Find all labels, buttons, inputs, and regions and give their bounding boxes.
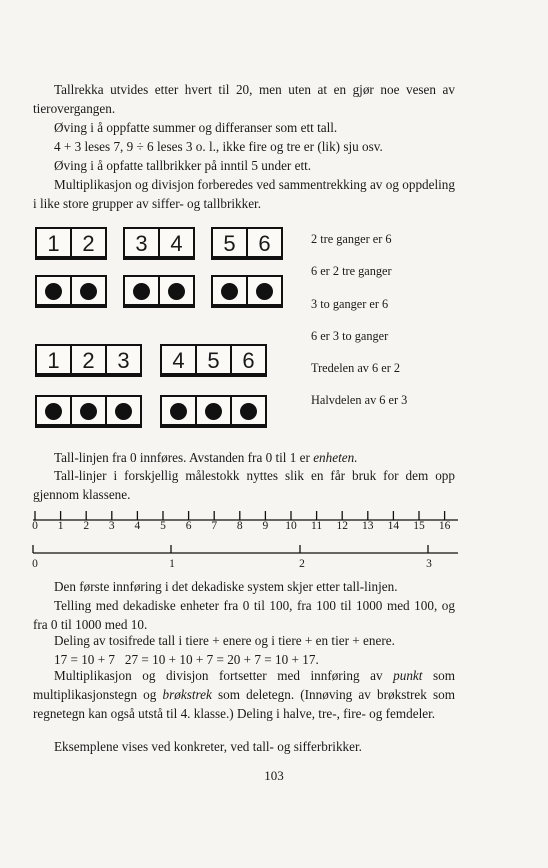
dot-icon: [80, 283, 97, 300]
dot-icon: [133, 283, 150, 300]
digit-cell: 2: [72, 346, 107, 375]
dot-cell: [232, 397, 265, 426]
lower-paragraph-6: Eksemplene vises ved konkreter, ved tall- og sifferbrikker.: [54, 739, 362, 754]
side-label: Halvdelen av 6 er 3: [311, 393, 408, 407]
side-label: 2 tre ganger er 6: [311, 232, 392, 246]
tick-label: 11: [311, 520, 323, 532]
dot-cell: [37, 397, 72, 426]
side-label: 6 er 2 tre ganger: [311, 264, 392, 278]
paragraph-3: 4 + 3 leses 7, 9 ÷ 6 leses 3 o. l., ikke fire og tre er (lik) sju osv.: [54, 139, 383, 154]
tick-label: 12: [336, 520, 348, 532]
digit-cell: 2: [82, 230, 95, 256]
digit-brick-4-5-6: [160, 344, 267, 377]
text-run: som multiplikasjonstegn og: [33, 668, 456, 702]
dot-cell: [72, 397, 107, 426]
paragraph-2: Øving i å oppfatte summer og differanser som ett tall.: [54, 120, 338, 135]
tick-label: 1: [57, 520, 64, 532]
tick-label: 8: [236, 520, 243, 532]
dot-icon: [256, 283, 273, 300]
tick-label: 7: [211, 520, 218, 532]
numberline-paragraph-2: Tall-linjer i forskjellig målestokk nyttes slik en får bruk for dem opp gjennom klassene.: [33, 468, 455, 502]
tick-label: 2: [83, 520, 90, 532]
number-line-unit: [0, 505, 548, 525]
dot-brick-pair: [211, 275, 283, 308]
digit-cell: 5: [197, 346, 232, 375]
dot-cell: [160, 277, 193, 306]
dot-cell: [248, 277, 281, 306]
dot-cell: [107, 397, 140, 426]
dot-icon: [45, 403, 62, 420]
number-line-large-label: 0: [32, 558, 38, 570]
lower-paragraph-4: 17 = 10 + 7 27 = 10 + 10 + 7 = 20 + 7 = 10 + 17.: [54, 652, 319, 667]
tick-label: 9: [262, 520, 269, 532]
tick-label: 0: [32, 520, 38, 532]
dot-brick-triple: [35, 395, 142, 428]
digit-cell: 5: [213, 229, 248, 258]
lower-paragraph-1: Den første innføring i det dekadiske system skjer etter tall-linjen.: [54, 579, 398, 594]
text-emphasis: brøkstrek: [162, 687, 212, 702]
digit-cell: 4: [170, 230, 183, 256]
dot-icon: [45, 283, 62, 300]
dot-icon: [221, 283, 238, 300]
dot-icon: [205, 403, 222, 420]
tick-label: 5: [160, 520, 166, 532]
dot-cell: [125, 277, 160, 306]
tick-label: 10: [285, 520, 297, 532]
tick-label: 6: [185, 520, 192, 532]
dot-icon: [240, 403, 257, 420]
text-emphasis: punkt: [393, 668, 423, 683]
text-run: Multiplikasjon og divisjon fortsetter med innføring av: [54, 668, 394, 683]
dot-brick-pair: [123, 275, 195, 308]
number-line-large-label: 2: [299, 558, 305, 570]
digit-cell: 3: [125, 229, 160, 258]
digit-brick-1-2: [35, 227, 107, 260]
dot-cell: [213, 277, 248, 306]
numberline-emphasis: enheten.: [313, 450, 358, 465]
lower-paragraph-3: Deling av tosifrede tall i tiere + enere og i tiere + en tier + enere.: [54, 633, 395, 648]
dot-icon: [168, 283, 185, 300]
digit-cell: 1: [37, 229, 72, 258]
dot-icon: [115, 403, 132, 420]
numberline-text: Tall-linjen fra 0 innføres. Avstanden fra 0 til 1 er: [54, 450, 314, 465]
lower-paragraph-2: Telling med dekadiske enheter fra 0 til 100, fra 100 til 1000 med 100, og fra 0 til 1000 med 10.: [33, 598, 455, 632]
dot-cell: [197, 397, 232, 426]
side-label: 6 er 3 to ganger: [311, 329, 389, 343]
side-label: 3 to ganger er 6: [311, 297, 389, 311]
tick-label: 15: [413, 520, 425, 532]
number-line-large-label: 1: [169, 558, 175, 570]
numberline-paragraph-1: [33, 448, 455, 467]
digit-cell: 1: [37, 346, 72, 375]
lower-paragraph-5: [33, 666, 455, 723]
number-line-large-label: 3: [426, 558, 432, 570]
digit-brick-5-6: [211, 227, 283, 260]
tick-label: 16: [438, 520, 451, 532]
dot-icon: [80, 403, 97, 420]
paragraph-5: Multiplikasjon og divisjon forberedes ved sammentrekking av og oppdeling i like store grupper av siffer- og tallbrikker.: [33, 177, 455, 211]
digit-brick-1-2-3: [35, 344, 142, 377]
dot-cell: [37, 277, 72, 306]
digit-cell: 6: [242, 347, 255, 373]
dot-brick-triple: [160, 395, 267, 428]
number-line-large-scale: [0, 540, 548, 560]
paragraph-1: Tallrekka utvides etter hvert til 20, men uten at en gjør noe vesen av tierovergangen.: [33, 82, 455, 116]
dot-cell: [72, 277, 105, 306]
digit-brick-3-4: [123, 227, 195, 260]
dot-brick-pair: [35, 275, 107, 308]
side-label: Tredelen av 6 er 2: [311, 361, 401, 375]
digit-cell: 4: [162, 346, 197, 375]
tick-label: 4: [134, 520, 141, 532]
page-number: 103: [264, 768, 284, 783]
text-run: som deletegn. (Innøving av brøkstrek som regnetegn kan også utstå til 4. klasse.) Deling i halve, tre-, fire- og femdeler.: [33, 687, 455, 721]
dot-icon: [170, 403, 187, 420]
tick-label: 3: [108, 520, 115, 532]
digit-cell: 3: [117, 347, 130, 373]
dot-cell: [162, 397, 197, 426]
tick-label: 13: [362, 520, 374, 532]
paragraph-4: Øving i å opfatte tallbrikker på inntil 5 under ett.: [54, 158, 312, 173]
digit-cell: 6: [258, 230, 271, 256]
tick-label: 14: [387, 520, 400, 532]
